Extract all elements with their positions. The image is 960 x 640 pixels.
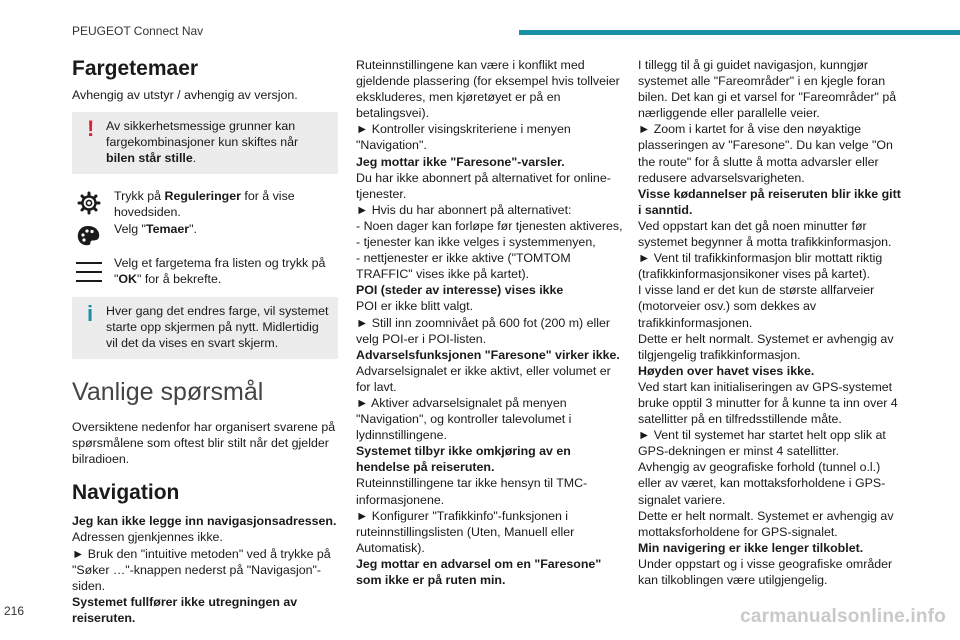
step-text: Trykk på Reguleringer for å vise hovedsiden.: [114, 189, 295, 220]
info-notice: [72, 297, 338, 359]
answer: ► Zoom i kartet for å vise den nøyaktige plasseringen av "Faresone". Du kan velge "On the route" for å slutte å motta advarsler eller redusere advarselsvarigheten.: [638, 122, 893, 185]
answer: Du har ikke abonnert på alternativet for online-tjenester.: [356, 170, 611, 201]
header-accent-bar: [519, 30, 960, 35]
answer: ► Hvis du har abonnert på alternativet:: [356, 202, 572, 217]
question: Systemet fullfører ikke utregningen av reiseruten.: [72, 594, 298, 625]
question: Jeg kan ikke legge inn navigasjonsadressen.: [72, 514, 337, 529]
question: Min navigering er ikke lenger tilkoblet.: [638, 540, 864, 555]
answer: ► Bruk den "intuitive metoden" ved å trykke på "Søker …"-knappen nederst på "Navigasjon"-siden.: [72, 546, 331, 593]
column-2: [356, 57, 623, 588]
answer: Dette er helt normalt. Systemet er avhengig av tilgjengelig trafikkinformasjon.: [638, 331, 894, 362]
answer: Avhengig av geografiske forhold (tunnel o.l.) eller av været, kan mottaksforholdene i GPS-signalet variere.: [638, 460, 886, 507]
page-number: 216: [4, 604, 25, 618]
answer: Ruteinnstillingene tar ikke hensyn til TMC-informasjonene.: [356, 476, 588, 507]
answer: ► Konfigurer "Trafikkinfo"-funksjonen i ruteinnstillingslisten (Uten, Manuell eller Automatisk).: [356, 508, 575, 555]
column-3: [638, 57, 906, 588]
step-text: Velg et fargetema fra listen og trykk på "OK" for å bekrefte.: [114, 255, 326, 286]
step-text: Velg "Temaer".: [114, 221, 197, 236]
answer: ► Kontroller visingskriteriene i menyen "Navigation".: [356, 122, 571, 153]
answer: - nettjenester er ikke aktive ("TOMTOM TRAFFIC" vises ikke på kartet).: [356, 251, 571, 282]
warning-text: Av sikkerhetsmessige grunner kan fargekombinasjoner kun skiftes når bilen står stille.: [106, 119, 299, 166]
warning-notice: [72, 112, 338, 174]
answer: Advarselsignalet er ikke aktivt, eller volumet er for lavt.: [356, 363, 611, 394]
answer: Ved oppstart kan det gå noen minutter før systemet begynner å motta trafikkinformasjon.: [638, 218, 892, 250]
list-icon: [74, 259, 104, 285]
section-title-vanlige: Vanlige spørsmål: [72, 378, 264, 407]
answer: POI er ikke blitt valgt.: [356, 299, 474, 314]
section-title-fargetemaer: Fargetemaer: [72, 57, 199, 80]
answer: ► Aktiver advarselsignalet på menyen "Navigation", og kontroller talevolumet i lydinnstillingene.: [356, 395, 572, 443]
answer: I tillegg til å gi guidet navigasjon, kunngjør systemet alle "Fareområder" i en kjegle foran bilen. Det kan gi et varsel for "Fareområder" på nærliggende eller parallelle veier.: [638, 58, 897, 121]
answer: Adressen gjenkjennes ikke.: [72, 530, 223, 545]
answer: - Noen dager kan forløpe før tjenesten aktiveres,: [356, 218, 623, 233]
answer: ► Vent til systemet har startet helt opp slik at GPS-dekningen er minst 4 satellitter.: [638, 428, 886, 459]
step-list: [72, 188, 338, 286]
step-reguleringer: [72, 188, 338, 220]
question: Jeg mottar en advarsel om en "Faresone" som ikke er på ruten min.: [356, 556, 602, 587]
palette-icon: [74, 223, 104, 249]
answer: Dette er helt normalt. Systemet er avhengig av mottaksforholdene for GPS-signalet.: [638, 508, 894, 539]
answer: ► Vent til trafikkinformasjon blir mottatt riktig (trafikkinformasjonsikoner vises på kartet).: [638, 251, 883, 282]
intro-text: Avhengig av utstyr / avhengig av versjon.: [72, 88, 298, 102]
header-title: PEUGEOT Connect Nav: [72, 24, 204, 38]
answer: ► Still inn zoomnivået på 600 fot (200 m) eller velg POI-er i POI-listen.: [356, 315, 611, 346]
answer: Under oppstart og i visse geografiske områder kan tilkoblingen være utilgjengelig.: [638, 556, 893, 587]
question: POI (steder av interesse) vises ikke: [356, 283, 564, 298]
question: Jeg mottar ikke "Faresone"-varsler.: [356, 154, 565, 169]
answer: Ved start kan initialiseringen av GPS-systemet bruke opptil 3 minutter for å kunne ta inn over 4 satellitter på en tilfredsstillende måte.: [638, 379, 898, 427]
step-fargetema: [72, 255, 338, 287]
exclamation-icon: !: [87, 116, 95, 142]
section-title-navigation: Navigation: [72, 481, 180, 505]
question: Visse kødannelser på reiseruten blir ikke gitt i sanntid.: [638, 186, 901, 217]
vanlige-text: Oversiktene nedenfor har organisert svarene på spørsmålene som oftest blir stilt når det gjelder bilradioen.: [72, 420, 336, 467]
answer: - tjenester kan ikke velges i systemmenyen,: [356, 235, 596, 250]
question: Høyden over havet vises ikke.: [638, 363, 815, 378]
watermark: carmanualsonline.info: [740, 606, 946, 627]
info-icon: i: [87, 300, 94, 326]
info-text: Hver gang det endres farge, vil systemet starte opp skjermen på nytt. Midlertidig vil det da vises en svart skjerm.: [106, 303, 329, 350]
column-1: [72, 57, 338, 626]
step-temaer: [72, 221, 338, 255]
gear-icon: [74, 190, 104, 216]
answer: I visse land er det kun de største allfarveier (motorveier osv.) som dekkes av trafikkinformasjonen.: [638, 283, 875, 330]
question: Advarselsfunksjonen "Faresone" virker ikke.: [356, 347, 620, 362]
answer: Ruteinnstillingene kan være i konflikt med gjeldende plassering (for eksempel hvis tollveier ekskluderes, men kjøretøyet er på en betalingsvei).: [356, 58, 620, 121]
question: Systemet tilbyr ikke omkjøring av en hendelse på reiseruten.: [356, 444, 571, 475]
